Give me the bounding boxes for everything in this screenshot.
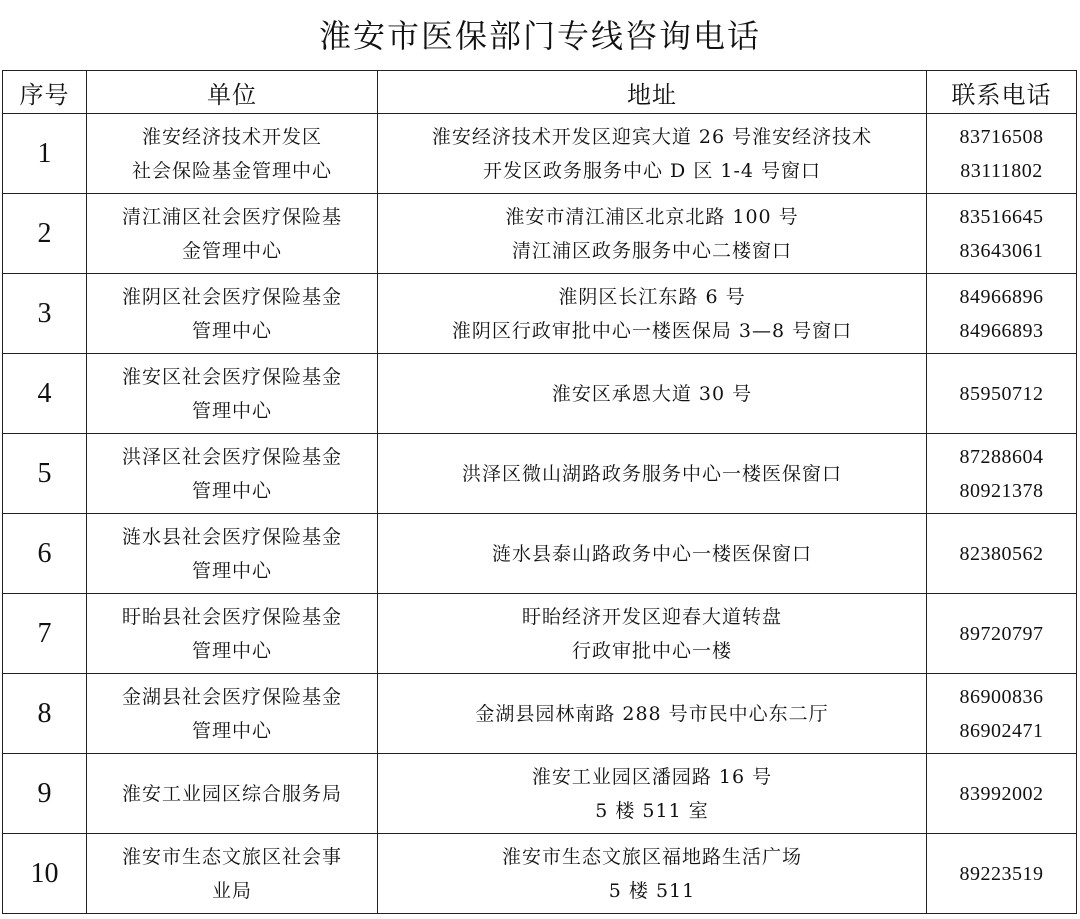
address-cell xyxy=(378,434,927,514)
address-line: 盱眙经济开发区迎春大道转盘 xyxy=(521,605,782,628)
phone-number: 83992002 xyxy=(959,782,1044,805)
unit-line: 淮阴区社会医疗保险基金 xyxy=(121,285,342,308)
row-number: 10 xyxy=(3,834,87,914)
phone-number: 83111802 xyxy=(960,159,1043,182)
address-cell xyxy=(378,834,927,914)
phone-cell xyxy=(927,274,1077,354)
phone-number: 86900836 xyxy=(959,685,1044,708)
header-phone: 联系电话 xyxy=(927,71,1077,114)
unit-line: 社会保险基金管理中心 xyxy=(131,159,332,182)
address-cell xyxy=(378,274,927,354)
phone-cell xyxy=(927,674,1077,754)
address-cell xyxy=(378,754,927,834)
address-cell xyxy=(378,514,927,594)
row-number: 4 xyxy=(3,354,87,434)
header-unit: 单位 xyxy=(87,71,378,114)
table-row xyxy=(3,194,1077,274)
unit-cell xyxy=(87,514,378,594)
phone-number: 83643061 xyxy=(959,239,1044,262)
address-cell xyxy=(378,354,927,434)
address-line: 行政审批中心一楼 xyxy=(571,639,732,662)
address-line: 5 楼 511 室 xyxy=(595,799,709,822)
phone-cell xyxy=(927,754,1077,834)
phone-cell xyxy=(927,434,1077,514)
address-line: 清江浦区政务服务中心二楼窗口 xyxy=(511,239,792,262)
address-line: 淮阴区长江东路 6 号 xyxy=(558,285,746,308)
address-line: 淮安区承恩大道 30 号 xyxy=(551,382,753,405)
contact-table xyxy=(2,70,1077,914)
table-row xyxy=(3,354,1077,434)
phone-cell xyxy=(927,354,1077,434)
unit-line: 管理中心 xyxy=(191,319,272,342)
table-row xyxy=(3,434,1077,514)
phone-number: 80921378 xyxy=(959,479,1044,502)
unit-line: 淮安工业园区综合服务局 xyxy=(121,782,342,805)
phone-number: 82380562 xyxy=(959,542,1044,565)
unit-cell xyxy=(87,354,378,434)
address-cell xyxy=(378,194,927,274)
unit-line: 金管理中心 xyxy=(181,239,282,262)
unit-line: 管理中心 xyxy=(191,719,272,742)
phone-number: 83516645 xyxy=(959,205,1044,228)
table-row xyxy=(3,514,1077,594)
address-line: 淮安工业园区潘园路 16 号 xyxy=(531,765,773,788)
phone-number: 84966893 xyxy=(959,319,1044,342)
unit-line: 管理中心 xyxy=(191,559,272,582)
unit-cell xyxy=(87,114,378,194)
unit-line: 管理中心 xyxy=(191,639,272,662)
unit-cell xyxy=(87,594,378,674)
unit-line: 清江浦区社会医疗保险基 xyxy=(121,205,342,228)
table-row xyxy=(3,674,1077,754)
phone-number: 86902471 xyxy=(959,719,1044,742)
table-body xyxy=(3,114,1077,914)
unit-line: 管理中心 xyxy=(191,399,272,422)
unit-cell xyxy=(87,674,378,754)
row-number: 5 xyxy=(3,434,87,514)
unit-line: 金湖县社会医疗保险基金 xyxy=(121,685,342,708)
phone-cell xyxy=(927,114,1077,194)
unit-cell xyxy=(87,754,378,834)
address-line: 涟水县泰山路政务中心一楼医保窗口 xyxy=(491,542,812,565)
unit-cell xyxy=(87,434,378,514)
address-cell xyxy=(378,594,927,674)
phone-cell xyxy=(927,514,1077,594)
header-address: 地址 xyxy=(378,71,927,114)
table-row xyxy=(3,274,1077,354)
row-number: 3 xyxy=(3,274,87,354)
unit-line: 盱眙县社会医疗保险基金 xyxy=(121,605,342,628)
row-number: 9 xyxy=(3,754,87,834)
row-number: 7 xyxy=(3,594,87,674)
address-line: 开发区政务服务中心 D 区 1-4 号窗口 xyxy=(483,159,821,182)
phone-number: 85950712 xyxy=(959,382,1044,405)
row-number: 8 xyxy=(3,674,87,754)
table-header-row xyxy=(3,71,1077,114)
address-line: 淮安经济技术开发区迎宾大道 26 号淮安经济技术 xyxy=(431,125,873,148)
table-row xyxy=(3,594,1077,674)
unit-line: 淮安市生态文旅区社会事 xyxy=(121,845,342,868)
phone-cell xyxy=(927,194,1077,274)
table-row xyxy=(3,114,1077,194)
row-number: 6 xyxy=(3,514,87,594)
unit-line: 洪泽区社会医疗保险基金 xyxy=(121,445,342,468)
unit-line: 涟水县社会医疗保险基金 xyxy=(121,525,342,548)
phone-number: 83716508 xyxy=(959,125,1044,148)
page-title: 淮安市医保部门专线咨询电话 xyxy=(318,17,761,55)
address-line: 洪泽区微山湖路政务服务中心一楼医保窗口 xyxy=(461,462,842,485)
table-row xyxy=(3,754,1077,834)
phone-number: 89223519 xyxy=(959,862,1044,885)
address-line: 淮安市生态文旅区福地路生活广场 xyxy=(501,845,802,868)
unit-line: 淮安区社会医疗保险基金 xyxy=(121,365,342,388)
unit-line: 淮安经济技术开发区 xyxy=(141,125,322,148)
phone-cell xyxy=(927,594,1077,674)
address-cell xyxy=(378,674,927,754)
table-row xyxy=(3,834,1077,914)
row-number: 2 xyxy=(3,194,87,274)
phone-cell xyxy=(927,834,1077,914)
row-number: 1 xyxy=(3,114,87,194)
header-no: 序号 xyxy=(3,71,87,114)
phone-number: 89720797 xyxy=(959,622,1044,645)
address-line: 金湖县园林南路 288 号市民中心东二厅 xyxy=(475,702,829,725)
address-line: 淮阴区行政审批中心一楼医保局 3—8 号窗口 xyxy=(451,319,853,342)
unit-cell xyxy=(87,194,378,274)
unit-line: 管理中心 xyxy=(191,479,272,502)
phone-number: 84966896 xyxy=(959,285,1044,308)
address-line: 淮安市清江浦区北京北路 100 号 xyxy=(505,205,799,228)
address-line: 5 楼 511 xyxy=(608,879,696,902)
phone-number: 87288604 xyxy=(959,445,1044,468)
unit-line: 业局 xyxy=(211,879,252,902)
unit-cell xyxy=(87,834,378,914)
unit-cell xyxy=(87,274,378,354)
address-cell xyxy=(378,114,927,194)
